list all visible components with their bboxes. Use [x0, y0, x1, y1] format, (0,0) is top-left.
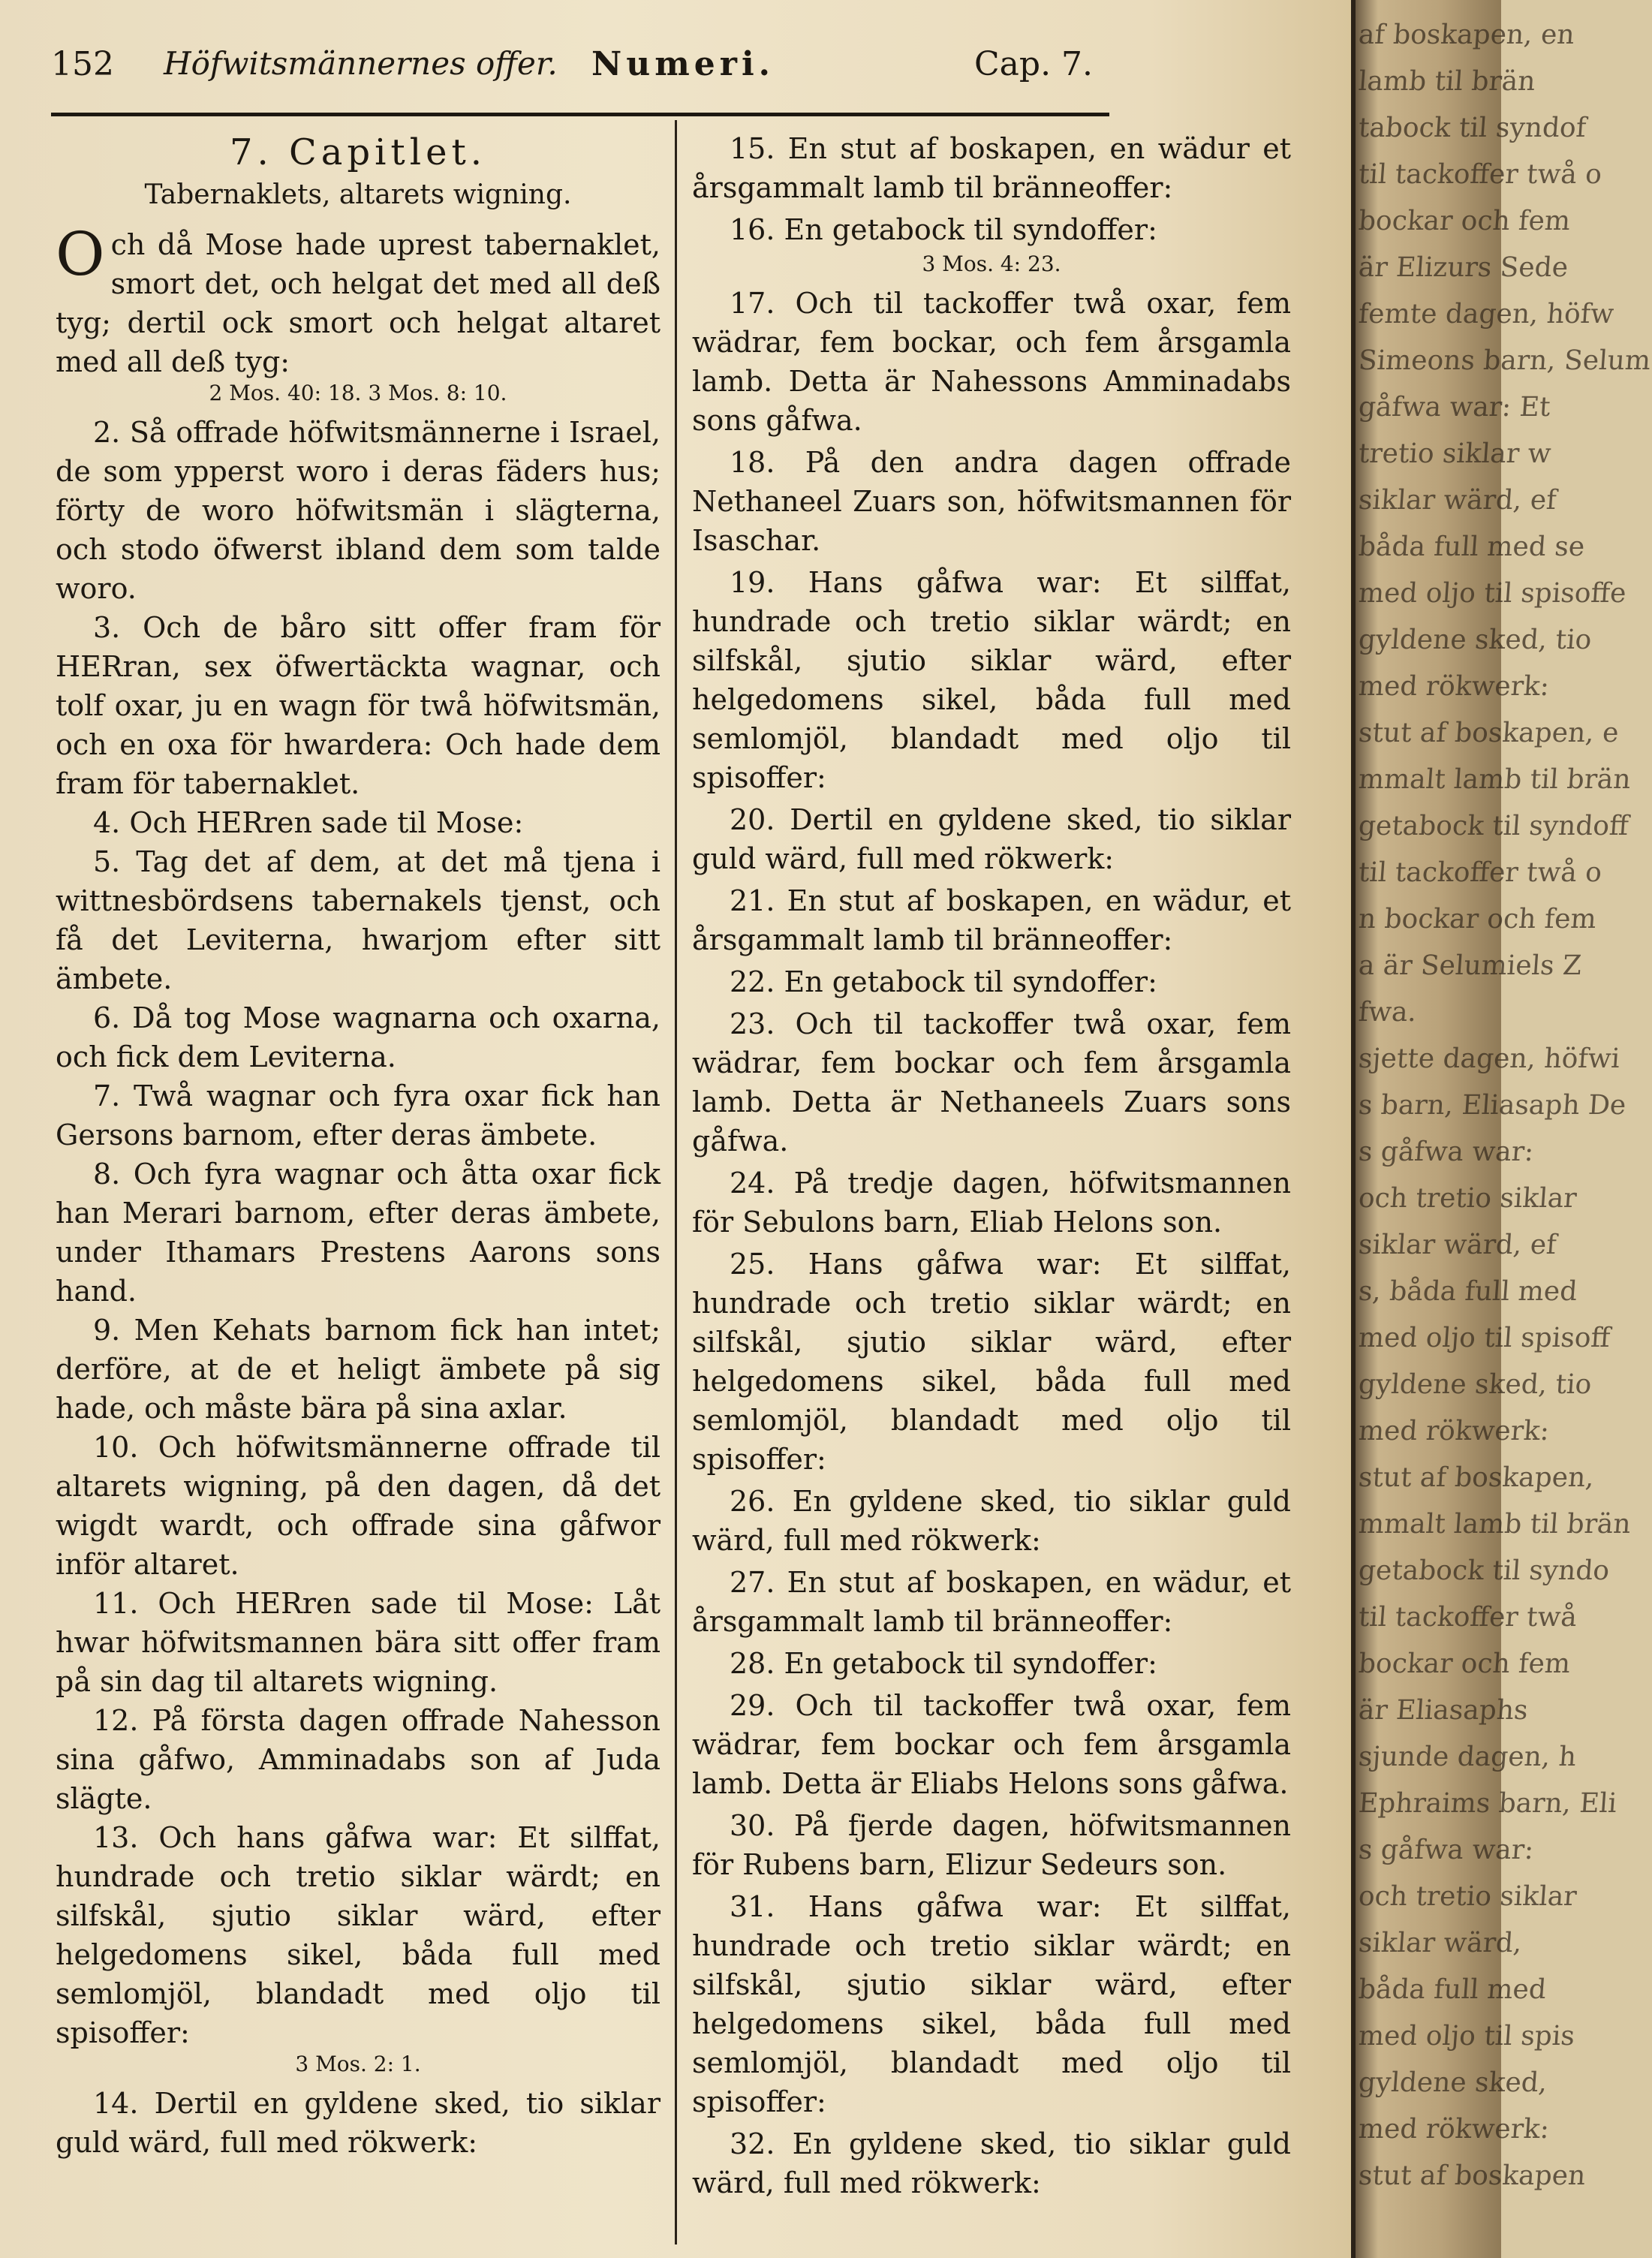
facing-page-line: tretio siklar w	[1357, 438, 1552, 469]
verse-paragraph: 23. Och til tackoffer twå oxar, fem wädrar, fem bockar och fem årsgamla lamb. Detta är Nethaneels Zuars sons gåfwa.	[692, 1007, 1291, 1158]
facing-page-line: med rökwerk:	[1357, 2114, 1551, 2145]
verse-paragraph: 6. Då tog Mose wagnarna och oxarna, och fick dem Leviterna.	[56, 1001, 660, 1073]
facing-page-line: lamb til brän	[1357, 66, 1536, 97]
verse-paragraph: 3. Och de båro sitt offer fram för HERran, sex öfwertäckta wagnar, och tolf oxar, ju en wagn för twå höfwitsmän, och en oxa för hwardera: Och hade dem fram för tabernaklet.	[56, 611, 660, 800]
facing-page-line: fwa.	[1357, 997, 1418, 1028]
right-column	[692, 129, 1291, 2205]
facing-page-line: mmalt lamb til brän	[1357, 1509, 1632, 1540]
facing-page-line: til tackoffer twå o	[1357, 159, 1603, 190]
verse-paragraph: 16. En getabock til syndoffer:	[730, 213, 1157, 246]
verse-paragraph: 30. På fjerde dagen, höfwitsmannen för Rubens barn, Elizur Sedeurs son.	[692, 1809, 1291, 1881]
facing-page-line: gyldene sked, tio	[1357, 625, 1593, 655]
verse-paragraph: 4. Och HERren sade til Mose:	[93, 806, 524, 839]
facing-page-line: s gåfwa war:	[1357, 1835, 1535, 1865]
facing-page-line: gyldene sked, tio	[1357, 1369, 1593, 1400]
verse-paragraph: 27. En stut af boskapen, en wädur, et årsgammalt lamb til bränneoffer:	[692, 1566, 1291, 1638]
gutter-shadow	[1351, 0, 1356, 2258]
verse-paragraph: 17. Och til tackoffer twå oxar, fem wädrar, fem bockar, och fem årsgamla lamb. Detta är Nahessons Amminadabs sons gåfwa.	[692, 287, 1291, 437]
chapter-reference: Cap. 7.	[974, 45, 1094, 83]
verse-paragraph: 25. Hans gåfwa war: Et silffat, hundrade och tretio siklar wärdt; en silfskål, sjutio siklar wärd, efter helgedomens sikel, båda full med semlomjöl, blandadt med oljo til spisoffer:	[692, 1248, 1291, 1476]
facing-page-line: sjette dagen, höfwi	[1357, 1043, 1621, 1074]
verse-paragraph: 7. Twå wagnar och fyra oxar fick han Gersons barnom, efter deras ämbete.	[56, 1079, 660, 1152]
verse-paragraph: 32. En gyldene sked, tio siklar guld wärd, full med rökwerk:	[692, 2127, 1291, 2199]
chapter-subtitle: Tabernaklets, altarets wigning.	[144, 179, 572, 210]
verse-paragraph: Och då Mose hade uprest tabernaklet, smort det, och helgat det med all deß tyg; dertil ock smort och helgat altaret med all deß tyg:	[56, 219, 660, 378]
facing-page-line: Ephraims barn, Eli	[1357, 1788, 1618, 1819]
facing-page-line: båda full med se	[1357, 531, 1586, 562]
verse-paragraph: 31. Hans gåfwa war: Et silffat, hundrade och tretio siklar wärdt; en silfskål, sjutio siklar wärd, efter helgedomens sikel, båda full med semlomjöl, blandadt med oljo til spisoffer:	[692, 1890, 1291, 2118]
facing-page-line: s gåfwa war:	[1357, 1137, 1535, 1167]
verse-paragraph: 13. Och hans gåfwa war: Et silffat, hundrade och tretio siklar wärdt; en silfskål, sjutio siklar wärd, efter helgedomens sikel, båda full med semlomjöl, blandadt med oljo til spisoffer:	[56, 1821, 660, 2049]
facing-page-line: s, båda full med	[1357, 1276, 1578, 1307]
facing-page-line: är Elizurs Sede	[1357, 252, 1569, 283]
facing-page-line: siklar wärd,	[1357, 1928, 1523, 1958]
facing-page-line: Simeons barn, Selum	[1357, 345, 1652, 376]
verse-paragraph: 10. Och höfwitsmännerne offrade til altarets wigning, på den dagen, då det wigdt wardt, och offrade sina gåfwor inför altaret.	[56, 1431, 660, 1581]
verse-paragraph: 8. Och fyra wagnar och åtta oxar fick han Merari barnom, efter deras ämbete, under Ithamars Prestens Aarons sons hand.	[56, 1158, 660, 1308]
facing-page-line: med oljo til spisoffe	[1357, 578, 1627, 609]
book-title: Numeri.	[591, 45, 775, 83]
facing-page-line: af boskapen, en	[1357, 20, 1576, 50]
column-divider	[675, 120, 677, 2244]
verse-paragraph: 29. Och til tackoffer twå oxar, fem wädrar, fem bockar och fem årsgamla lamb. Detta är Eliabs Helons sons gåfwa.	[692, 1689, 1291, 1800]
verse-paragraph: 24. På tredje dagen, höfwitsmannen för Sebulons barn, Eliab Helons son.	[692, 1167, 1291, 1239]
facing-page-line: med oljo til spis	[1357, 2021, 1576, 2052]
facing-page-line: och tretio siklar	[1357, 1183, 1578, 1214]
verse-paragraph: 19. Hans gåfwa war: Et silffat, hundrade och tretio siklar wärdt; en silfskål, sjutio siklar wärd, efter helgedomens sikel, båda full med semlomjöl, blandadt med oljo til spisoffer:	[692, 566, 1291, 794]
chapter-title: 7. Capitlet.	[229, 131, 487, 173]
facing-page-line: och tretio siklar	[1357, 1881, 1578, 1912]
verse-paragraph: 26. En gyldene sked, tio siklar guld wärd, full med rökwerk:	[692, 1485, 1291, 1557]
verse-paragraph: 12. På första dagen offrade Nahesson sina gåfwo, Amminadabs son af Juda slägte.	[56, 1704, 660, 1815]
verse-paragraph: 22. En getabock til syndoffer:	[730, 965, 1157, 998]
facing-page-line: med oljo til spisoff	[1357, 1323, 1611, 1353]
verse-paragraph: 9. Men Kehats barnom fick han intet; derföre, at de et heligt ämbete på sig hade, och måste bära på sina axlar.	[56, 1314, 660, 1425]
facing-page-line: bockar och fem	[1357, 206, 1572, 236]
verse-paragraph: 18. På den andra dagen offrade Nethaneel Zuars son, höfwitsmannen för Isaschar.	[692, 446, 1291, 557]
left-column	[56, 129, 660, 2162]
verse-paragraph: 5. Tag det af dem, at det må tjena i wittnesbördsens tabernakels tjenst, och få det Leviterna, hwarjom efter sitt ämbete.	[56, 845, 660, 995]
facing-page-line: sjunde dagen, h	[1357, 1742, 1578, 1772]
facing-page-line: gyldene sked,	[1357, 2067, 1548, 2098]
verse-paragraph: 28. En getabock til syndoffer:	[730, 1647, 1157, 1680]
running-header	[51, 45, 1109, 105]
left-verses	[56, 219, 660, 2162]
facing-page-line: femte dagen, höfw	[1357, 299, 1615, 330]
facing-page-line: gåfwa war: Et	[1357, 392, 1551, 423]
facing-page-line: med rökwerk:	[1357, 671, 1551, 702]
facing-page-line: bockar och fem	[1357, 1648, 1572, 1679]
facing-page-line: med rökwerk:	[1357, 1416, 1551, 1447]
cross-reference: 3 Mos. 2: 1.	[295, 2052, 421, 2076]
cross-reference: 3 Mos. 4: 23.	[922, 251, 1061, 276]
running-title: Höfwitsmännernes offer.	[164, 45, 558, 82]
cross-reference: 2 Mos. 40: 18. 3 Mos. 8: 10.	[209, 381, 507, 405]
page-number: 152	[51, 45, 114, 83]
facing-page-line: s barn, Eliasaph De	[1357, 1090, 1627, 1121]
verse-paragraph: 20. Dertil en gyldene sked, tio siklar guld wärd, full med rökwerk:	[692, 803, 1291, 875]
header-rule	[51, 113, 1109, 116]
facing-page-line: siklar wärd, ef	[1357, 485, 1557, 516]
facing-page-line: båda full med	[1357, 1974, 1548, 2005]
facing-page-line: getabock til syndo	[1357, 1555, 1611, 1586]
facing-page-line: til tackoffer twå o	[1357, 857, 1603, 888]
facing-page-line: stut af boskapen	[1357, 2160, 1587, 2191]
facing-page-line: a är Selumiels Z	[1357, 950, 1583, 981]
facing-page-line: til tackoffer twå	[1357, 1602, 1578, 1633]
facing-page-line: är Eliasaphs	[1357, 1695, 1529, 1726]
verse-paragraph: 21. En stut af boskapen, en wädur, et årsgammalt lamb til bränneoffer:	[692, 884, 1291, 956]
right-verses	[692, 129, 1291, 2202]
facing-page-line: mmalt lamb til brän	[1357, 764, 1632, 795]
facing-page-line: stut af boskapen, e	[1357, 718, 1620, 748]
verse-paragraph: 15. En stut af boskapen, en wädur et årsgammalt lamb til bränneoffer:	[692, 132, 1291, 204]
verse-paragraph: 11. Och HERren sade til Mose: Låt hwar höfwitsmannen bära sitt offer fram på sin dag til altarets wigning.	[56, 1587, 660, 1698]
facing-page-line: n bockar och fem	[1357, 904, 1598, 935]
facing-page-line: getabock til syndoff	[1357, 811, 1630, 841]
facing-page-line: stut af boskapen,	[1357, 1462, 1596, 1493]
verse-paragraph: 2. Så offrade höfwitsmännerne i Israel, de som ypperst woro i deras fäders hus; förty de woro höfwitsmän i slägterna, och stodo öfwerst ibland dem som talde woro.	[56, 416, 660, 605]
verse-paragraph: 14. Dertil en gyldene sked, tio siklar guld wärd, full med rökwerk:	[56, 2087, 660, 2159]
facing-page-line: tabock til syndof	[1357, 113, 1587, 143]
facing-page-line: siklar wärd, ef	[1357, 1230, 1557, 1260]
